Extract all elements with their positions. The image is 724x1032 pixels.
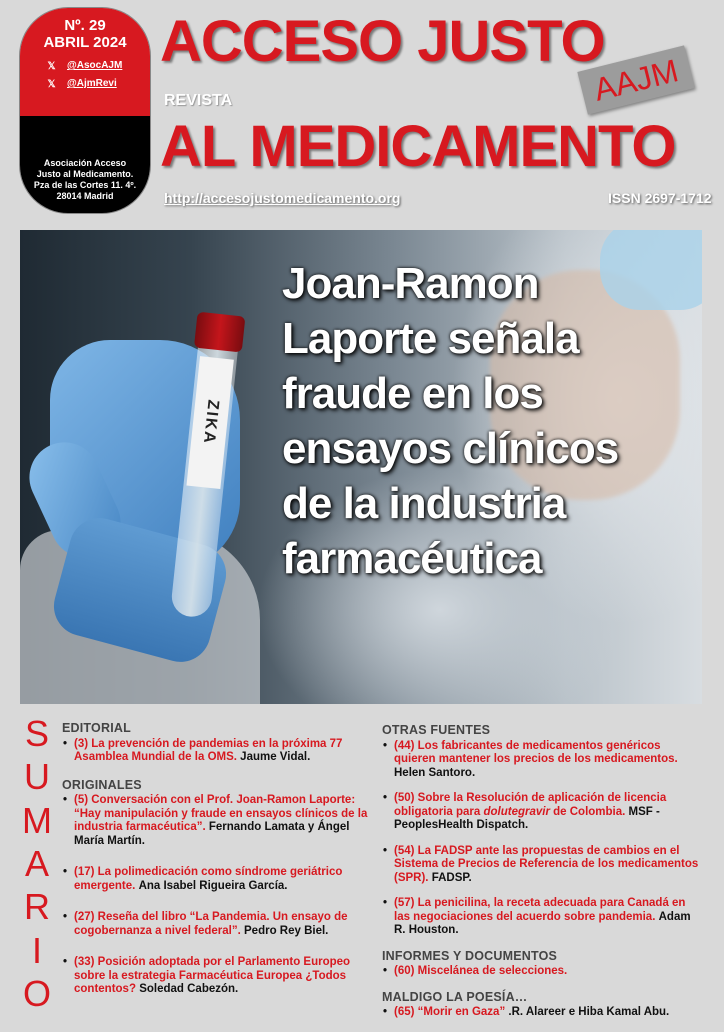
issue-info [20,8,150,116]
headline-line: ensayos clínicos [282,424,619,473]
headline-line: fraude en los [282,369,543,418]
address-line: Justo al Medicamento. [36,169,134,179]
toc-entry[interactable] [62,794,376,848]
tube-label: ZIKA [186,356,233,489]
sumario-letter: S [24,713,49,754]
sumario-letter: A [24,842,49,884]
section-heading-otras-fuentes: OTRAS FUENTES [382,723,491,737]
toc-entry-title[interactable]: (65) “Morir en Gaza” [394,1006,506,1018]
toc-entry-author: Fernando Lamata y Ángel María Martín. [74,821,350,847]
toc-entry-author: Helen Santoro. [394,766,476,779]
issue-date: ABRIL 2024 [43,34,127,51]
issn-number: ISSN 2697-1712 [608,190,712,206]
sumario-label [20,713,54,1014]
issue-badge [20,8,150,213]
sumario-letter: I [31,929,42,971]
section-heading-poesia: MALDIGO LA POESÍA… [382,989,528,1004]
association-address [20,116,150,213]
toc-entry[interactable] [382,897,704,938]
social-link-asocajm[interactable] [20,57,150,75]
section-heading-originales: ORIGINALES [62,777,142,792]
toc-entry-author: Ana Isabel Rigueira García. [138,879,288,892]
x-icon: 𝕏 [47,78,56,90]
toc-entry-title[interactable]: (44) Los fabricantes de medicamentos genéricos quieren mantener los precios de los medicamentos. [394,739,678,765]
headline-line: Joan-Ramon [282,259,539,308]
toc-entry-title[interactable]: (17) La polimedicación como síndrome geriátrico emergente. [74,866,343,892]
toc-entry-title[interactable]: (3) La prevención de pandemias en la próxima 77 Asamblea Mundial de la OMS. [74,737,343,763]
toc-entry-author: Soledad Cabezón. [139,983,239,995]
sumario-letter: U [24,756,50,798]
sumario-letter: O [22,972,51,1014]
headline-line: de la industria [282,479,566,528]
toc-entry-title[interactable]: (33) Posición adoptada por el Parlamento Europeo sobre la estrategia Farmacéutica Europea ¿Todos contentos? [74,956,351,995]
toc-entry-title[interactable] [394,792,666,818]
tube-cap [194,312,246,353]
toc-entry[interactable] [382,740,704,781]
toc-entry[interactable] [62,738,376,765]
toc-entry[interactable] [62,911,376,938]
toc-title-italic: dolutegravir [483,805,550,818]
toc-entry-title[interactable]: (57) La penicilina, la receta adecuada para Canadá en las negociaciones del acuerdo sobre pandemia. [394,897,686,923]
toc-entry[interactable] [382,965,704,979]
toc-entry-author: Pedro Rey Biel. [244,924,329,937]
toc-right-column [382,722,704,1032]
toc-entry-author: Adam R. Houston. [394,910,691,936]
social-link-ajmrevi[interactable] [20,75,150,93]
social-handle[interactable]: @AsocAJM [67,60,123,71]
toc-entry[interactable] [382,1006,704,1020]
masthead-revista: REVISTA [164,92,233,109]
toc-entry[interactable] [382,792,704,833]
toc-title-text: de Colombia. [549,805,626,818]
sumario-letter: M [22,799,52,841]
toc-entry-author: .R. Alareer e Hiba Kamal Abu. [508,1006,670,1018]
toc-entry[interactable] [62,866,376,893]
issue-number: Nº. 29 [64,17,106,34]
toc-entry-author: MSF - PeoplesHealth Dispatch. [394,805,660,831]
address-line: 28014 Madrid [56,191,114,201]
toc-entry-title[interactable]: (54) La FADSP ante las propuestas de cambios en el Sistema de Precios de Referencia de los medicamentos (SPR). [394,844,699,884]
address-line: Asociación Acceso [43,158,127,168]
headline-line: Laporte señala [282,314,579,363]
toc-entry[interactable] [382,845,704,886]
section-heading-editorial: EDITORIAL [62,721,131,735]
toc-left-column [62,722,376,1009]
section-heading-informes: INFORMES Y DOCUMENTOS [382,948,558,963]
address-line: Pza de las Cortes 11. 4º. [33,180,137,190]
masthead-title-line2: AL MEDICAMENTO [160,114,676,179]
toc-entry-author: FADSP. [431,871,472,884]
toc-entry-title[interactable]: (60) Miscelánea de selecciones. [394,965,568,977]
toc-entry-title[interactable]: (27) Reseña del libro “La Pandemia. Un ensayo de cogobernanza a nivel federal”. [74,911,348,937]
cover-headline [282,256,702,586]
toc-entry[interactable] [62,956,376,997]
acronym-stamp: AAJM [577,45,694,114]
toc-entry-title[interactable]: (5) Conversación con el Prof. Joan-Ramon Laporte: “Hay manipulación y fraude en ensayos clínicos de la industria farmacéutica”. [74,794,368,833]
masthead-title-line1: ACCESO JUSTO [160,9,605,74]
headline-line: farmacéutica [282,534,542,583]
toc-entry-author: Jaume Vidal. [240,751,311,763]
x-icon: 𝕏 [47,60,56,72]
website-link[interactable]: http://accesojustomedicamento.org [164,190,401,206]
cover-photo [20,230,702,704]
social-handle[interactable]: @AjmRevi [67,78,117,89]
toc-title-text: (50) Sobre la Resolución de aplicación de licencia obligatoria para [394,792,667,818]
sumario-letter: R [24,886,50,928]
